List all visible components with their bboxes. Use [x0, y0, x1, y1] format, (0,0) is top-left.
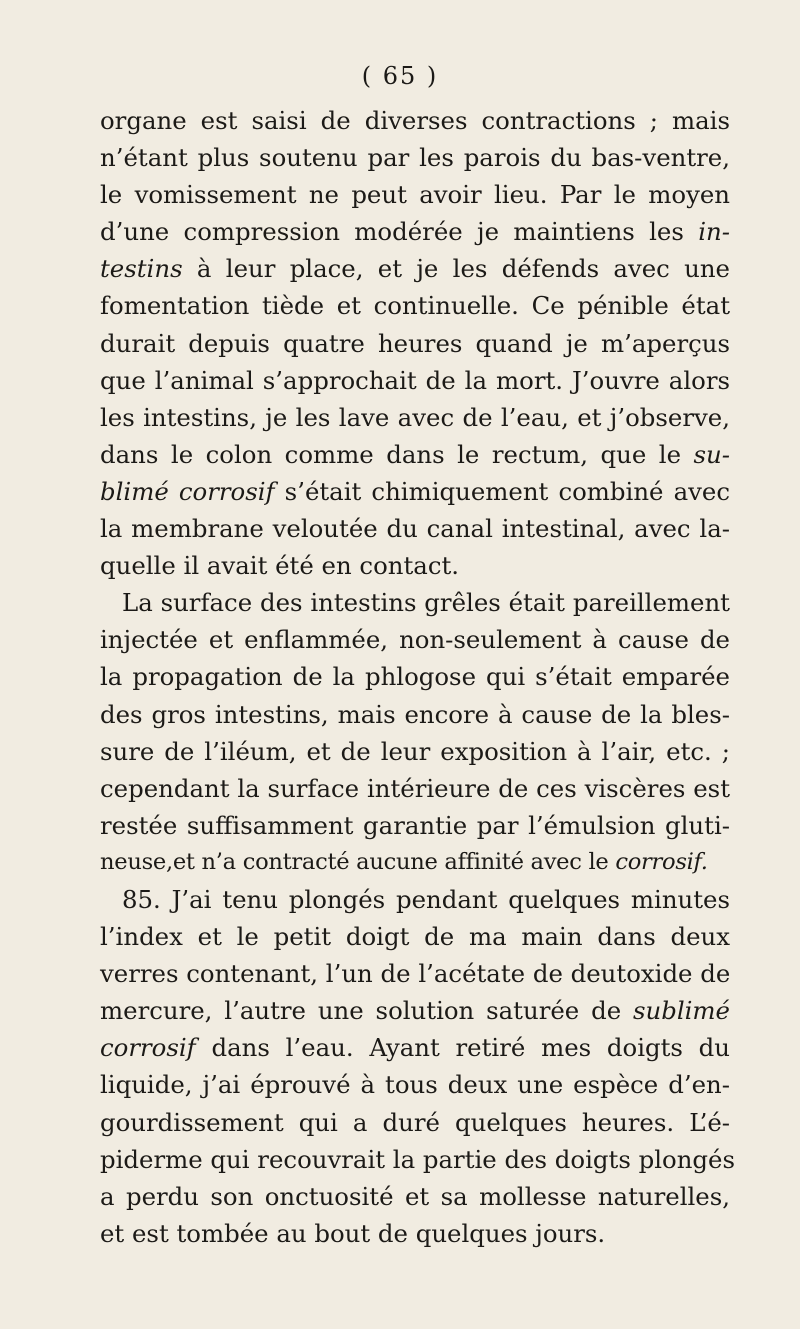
text-line [100, 362, 730, 399]
italic-text: corrosif [100, 1033, 196, 1063]
text-run: sure de l’iléum, et de leur exposition à l’air, etc. ; [100, 736, 730, 766]
text-run: La surface des intestins grêles était pareillement [122, 588, 730, 618]
text-line [100, 1141, 735, 1178]
italic-text: in- [698, 217, 730, 247]
text-run: à leur place, et je les défends avec une [182, 254, 730, 284]
text-run: le vomissement ne peut avoir lieu. Par le moyen [100, 180, 730, 210]
text-line [100, 807, 730, 844]
text-line [100, 1215, 730, 1252]
text-run: l’index et le petit doigt de ma main dans deux [100, 922, 730, 952]
text-line [100, 139, 730, 176]
text-run: d’une compression modérée je maintiens les [100, 217, 699, 247]
page-number: ( 65 ) [361, 62, 439, 90]
text-run: liquide, j’ai éprouvé à tous deux une espèce d’en- [100, 1070, 730, 1100]
text-line [100, 733, 730, 770]
text-run: injectée et enflammée, non-seulement à cause de [100, 625, 730, 655]
text-run: piderme qui recouvrait la partie des doigts plongés [100, 1144, 735, 1174]
text-run: la membrane veloutée du canal intestinal, avec la- [100, 514, 730, 544]
text-line [100, 473, 730, 510]
italic-text: blimé corrosif [100, 476, 275, 506]
text-line [100, 881, 730, 918]
text-run: durait depuis quatre heures quand je m’aperçus [100, 328, 730, 358]
text-run: organe est saisi de diverses contractions ; mais [100, 106, 730, 135]
text-line [100, 696, 730, 733]
text-line [100, 658, 730, 695]
text-run: dans le colon comme dans le rectum, que le [100, 439, 694, 469]
text-line [100, 102, 730, 139]
italic-text: sublimé [632, 996, 730, 1026]
text-run: s’était chimiquement combiné avec [274, 476, 730, 506]
text-line [100, 510, 730, 547]
text-line [100, 176, 730, 213]
text-run: les intestins, je les lave avec de l’eau, et j’observe, [100, 402, 730, 432]
text-line [100, 250, 730, 287]
text-line [100, 399, 730, 436]
italic-text: su- [693, 439, 730, 469]
text-line [100, 955, 730, 992]
italic-text: testins [100, 254, 183, 284]
text-run: la propagation de la phlogose qui s’était emparée [100, 662, 730, 692]
text-line [100, 547, 730, 584]
text-line [100, 213, 730, 250]
text-line [100, 1104, 730, 1141]
text-run: a perdu son onctuosité et sa mollesse naturelles, [100, 1181, 730, 1211]
text-run: et est tombée au bout de quelques jours. [100, 1218, 606, 1248]
text-line [100, 770, 730, 807]
text-line [100, 584, 730, 621]
text-line [100, 436, 730, 473]
text-run: quelle il avait été en contact. [100, 551, 460, 581]
text-run: des gros intestins, mais encore à cause de la bles- [100, 699, 730, 729]
text-run: neuse,et n’a contracté aucune affinité avec le [100, 848, 616, 875]
text-run: restée suffisamment garantie par l’émulsion gluti- [100, 810, 730, 840]
text-run: mercure, l’autre une solution saturée de [100, 996, 633, 1026]
text-line [100, 1029, 730, 1066]
text-run: gourdissement qui a duré quelques heures. L’é- [100, 1107, 730, 1137]
text-line [100, 918, 730, 955]
text-line [100, 325, 730, 362]
text-line [100, 1178, 730, 1215]
text-line [100, 992, 730, 1029]
text-line [100, 621, 730, 658]
text-run: que l’animal s’approchait de la mort. J’ouvre alors [100, 365, 730, 395]
text-run: fomentation tiède et continuelle. Ce pénible état [100, 291, 730, 321]
italic-text: corrosif. [615, 848, 708, 875]
text-run: verres contenant, l’un de l’acétate de deutoxide de [100, 959, 731, 989]
body-text [100, 102, 735, 1252]
text-run: dans l’eau. Ayant retiré mes doigts du [195, 1033, 730, 1063]
text-run: 85. J’ai tenu plongés pendant quelques minutes [122, 884, 730, 914]
text-line [100, 844, 730, 881]
text-line [100, 287, 730, 324]
text-line [100, 1066, 730, 1103]
text-run: cependant la surface intérieure de ces viscères est [100, 773, 730, 803]
text-run: n’étant plus soutenu par les parois du bas-ventre, [100, 143, 730, 173]
